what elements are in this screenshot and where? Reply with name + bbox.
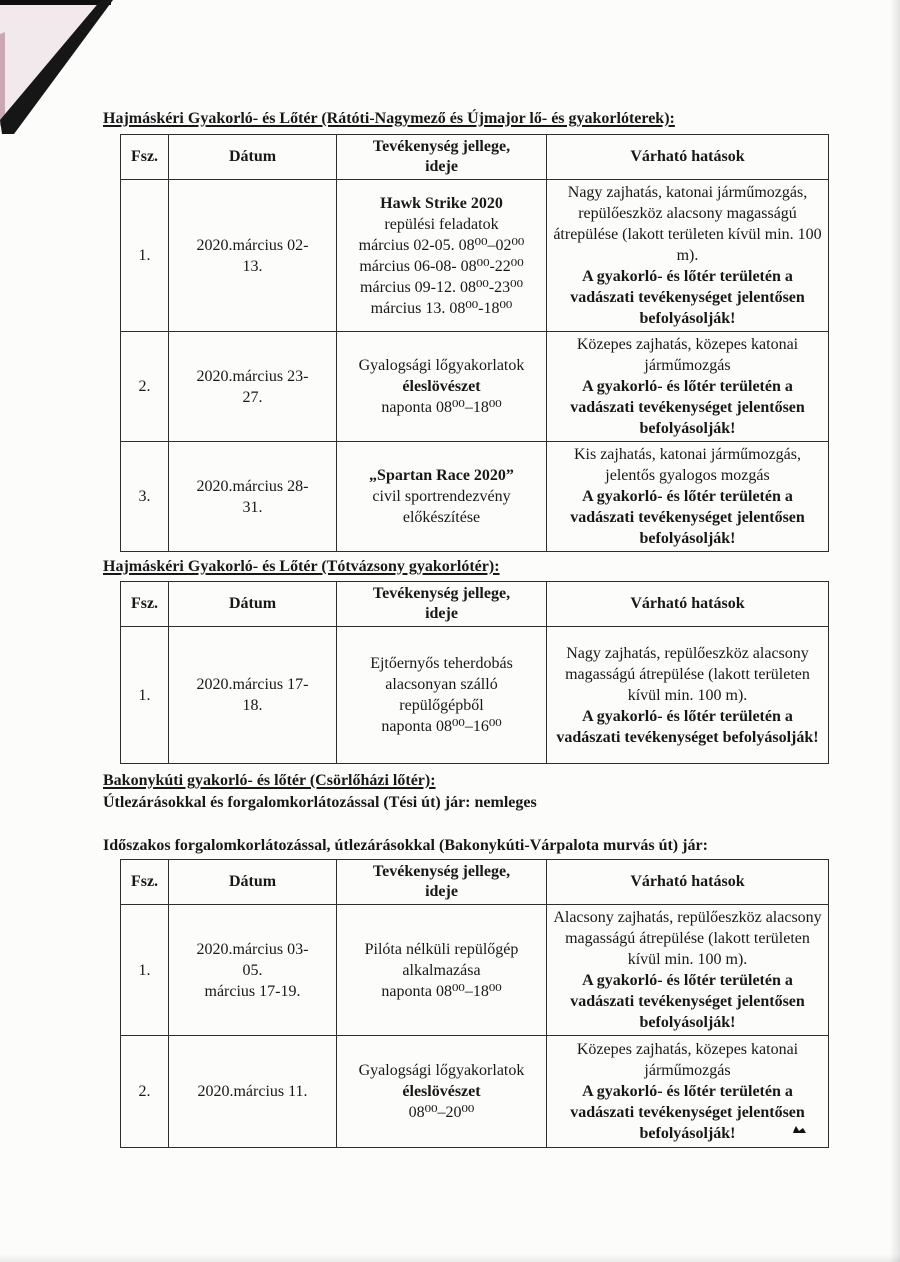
text-line: Tevékenység jellege, xyxy=(372,138,511,155)
text-line: alacsonyan szálló xyxy=(385,676,498,693)
text-line: Gyalogsági lőgyakorlatok xyxy=(358,1062,525,1079)
text-line: A gyakorló- és lőtér területén a vadászati tevékenységet jelentősen befolyásolják! xyxy=(570,972,805,1031)
col-header-activity xyxy=(337,582,547,627)
table-2 xyxy=(120,581,829,764)
effects-cell xyxy=(547,627,829,764)
date-cell xyxy=(169,905,337,1036)
col-header-datum: Dátum xyxy=(169,582,337,627)
text-line: Közepes zajhatás, közepes katonai járműmozgás xyxy=(576,1041,799,1079)
scan-edge-shadow-right xyxy=(890,0,900,1262)
text-line: 2020.március 11. xyxy=(197,1083,308,1100)
date-cell xyxy=(169,627,337,764)
section3-note: Útlezárásokkal és forgalomkorlátozással (Tési út) jár: nemleges xyxy=(103,794,537,811)
text-line: Alacsony zajhatás, repülőeszköz alacsony magasságú átrepülése (lakott területen kívül min. 100 m). xyxy=(553,909,822,968)
date-cell xyxy=(169,180,337,332)
table-1 xyxy=(120,134,829,552)
row-number-cell: 2. xyxy=(121,1036,169,1148)
text-line: március 02-05. 08⁰⁰–02⁰⁰ xyxy=(358,236,525,254)
activity-cell xyxy=(337,627,547,764)
table-row xyxy=(121,1036,829,1148)
effects-cell xyxy=(547,1036,829,1148)
text-line: március 17-19. xyxy=(204,982,301,1000)
text-line: Tevékenység jellege, xyxy=(372,585,511,602)
text-line: naponta 08⁰⁰–18⁰⁰ xyxy=(381,982,502,1000)
text-line: 2020.március 17- xyxy=(196,676,309,693)
text-line: 18. xyxy=(242,697,263,714)
text-line: Hawk Strike 2020 xyxy=(380,194,503,212)
text-line: Tevékenység jellege, xyxy=(372,863,511,880)
text-line: A gyakorló- és lőtér területén a vadászati tevékenységet jelentősen befolyásolják! xyxy=(570,488,805,547)
text-line: Közepes zajhatás, közepes katonai járműmozgás xyxy=(576,336,799,374)
col-header-fsz: Fsz. xyxy=(121,860,169,905)
table-row xyxy=(121,332,829,442)
table-row xyxy=(121,627,829,764)
text-line: repülési feladatok xyxy=(384,215,499,233)
row-number-cell: 1. xyxy=(121,905,169,1036)
text-line: „Spartan Race 2020” xyxy=(369,467,514,484)
text-line: naponta 08⁰⁰–18⁰⁰ xyxy=(381,399,502,416)
col-header-activity xyxy=(337,860,547,905)
activity-cell xyxy=(337,332,547,442)
activity-cell xyxy=(337,442,547,552)
text-line: naponta 08⁰⁰–16⁰⁰ xyxy=(381,718,502,735)
text-line: Pilóta nélküli repülőgép xyxy=(364,940,519,958)
table-header-row xyxy=(121,860,829,905)
text-line: március 06-08- 08⁰⁰-22⁰⁰ xyxy=(359,257,524,275)
table-row xyxy=(121,180,829,332)
activity-cell xyxy=(337,180,547,332)
date-cell xyxy=(169,332,337,442)
text-line: március 09-12. 08⁰⁰-23⁰⁰ xyxy=(360,278,523,296)
text-line: A gyakorló- és lőtér területén a vadászati tevékenységet jelentősen befolyásolják! xyxy=(570,268,805,327)
text-line: március 13. 08⁰⁰-18⁰⁰ xyxy=(370,299,513,317)
text-line: civil sportrendezvény xyxy=(372,488,511,505)
effects-cell xyxy=(547,905,829,1036)
row-number-cell: 1. xyxy=(121,180,169,332)
text-line: 2020.március 28- xyxy=(196,477,309,495)
text-line: 2020.március 02- xyxy=(196,236,309,254)
row-number-cell: 3. xyxy=(121,442,169,552)
text-line: Nagy zajhatás, katonai járműmozgás, repülőeszköz alacsony magasságú átrepülése (lakott területen kívül min. 100 m). xyxy=(553,184,822,264)
col-header-datum: Dátum xyxy=(169,860,337,905)
text-line: 2020.március 03- xyxy=(196,940,309,958)
text-line: A gyakorló- és lőtér területén a vadászati tevékenységet jelentősen befolyásolják! xyxy=(570,1083,805,1142)
activity-cell xyxy=(337,1036,547,1148)
scan-ink-mark-artifact xyxy=(793,1124,807,1134)
text-line: Nagy zajhatás, repülőeszköz alacsony magasságú átrepülése (lakott területen kívül min. 100 m). xyxy=(565,644,810,704)
col-header-effects: Várható hatások xyxy=(547,582,829,627)
date-cell xyxy=(169,442,337,552)
table-header-row xyxy=(121,135,829,180)
text-line: A gyakorló- és lőtér területén a vadászati tevékenységet befolyásolják! xyxy=(556,707,819,746)
text-line: előkészítése xyxy=(402,509,481,526)
text-line: 27. xyxy=(242,388,263,406)
table-3 xyxy=(120,859,829,1148)
activity-cell xyxy=(337,905,547,1036)
table-row xyxy=(121,905,829,1036)
text-line: repülőgépből xyxy=(399,697,484,714)
section4-title: Időszakos forgalomkorlátozással, útlezárásokkal (Bakonykúti-Várpalota murvás út) jár: xyxy=(103,837,708,854)
col-header-activity xyxy=(337,135,547,180)
text-line: Ejtőernyős teherdobás xyxy=(370,655,513,672)
text-line: 31. xyxy=(242,498,263,516)
text-line: ideje xyxy=(425,883,458,900)
text-line: 08⁰⁰–20⁰⁰ xyxy=(408,1104,475,1121)
row-number-cell: 1. xyxy=(121,627,169,764)
text-line: 13. xyxy=(242,257,263,275)
col-header-fsz: Fsz. xyxy=(121,582,169,627)
section3-title: Bakonykúti gyakorló- és lőtér (Csörlőházi lőtér): xyxy=(103,772,436,789)
date-cell xyxy=(169,1036,337,1148)
text-line: 2020.március 23- xyxy=(196,367,309,385)
text-line: ideje xyxy=(425,158,458,175)
text-line: éleslövészet xyxy=(402,378,481,395)
text-line: ideje xyxy=(425,605,458,622)
text-line: Kis zajhatás, katonai járműmozgás, jelentős gyalogos mozgás xyxy=(573,446,802,484)
col-header-datum: Dátum xyxy=(169,135,337,180)
effects-cell xyxy=(547,180,829,332)
text-line: alkalmazása xyxy=(402,961,481,979)
text-line: 05. xyxy=(242,961,263,979)
section2-title: Hajmáskéri Gyakorló- és Lőtér (Tótvázsony gyakorlótér): xyxy=(103,558,500,575)
section1-title: Hajmáskéri Gyakorló- és Lőtér (Rátóti-Nagymező és Újmajor lő- és gyakorlóterek): xyxy=(103,110,675,127)
row-number-cell: 2. xyxy=(121,332,169,442)
col-header-effects: Várható hatások xyxy=(547,135,829,180)
effects-cell xyxy=(547,332,829,442)
col-header-effects: Várható hatások xyxy=(547,860,829,905)
scan-edge-shadow-bottom xyxy=(0,1254,900,1262)
table-row xyxy=(121,442,829,552)
text-line: Gyalogsági lőgyakorlatok xyxy=(358,357,525,374)
text-line: éleslövészet xyxy=(402,1083,481,1100)
table-header-row xyxy=(121,582,829,627)
effects-cell xyxy=(547,442,829,552)
text-line: A gyakorló- és lőtér területén a vadászati tevékenységet jelentősen befolyásolják! xyxy=(570,378,805,437)
col-header-fsz: Fsz. xyxy=(121,135,169,180)
